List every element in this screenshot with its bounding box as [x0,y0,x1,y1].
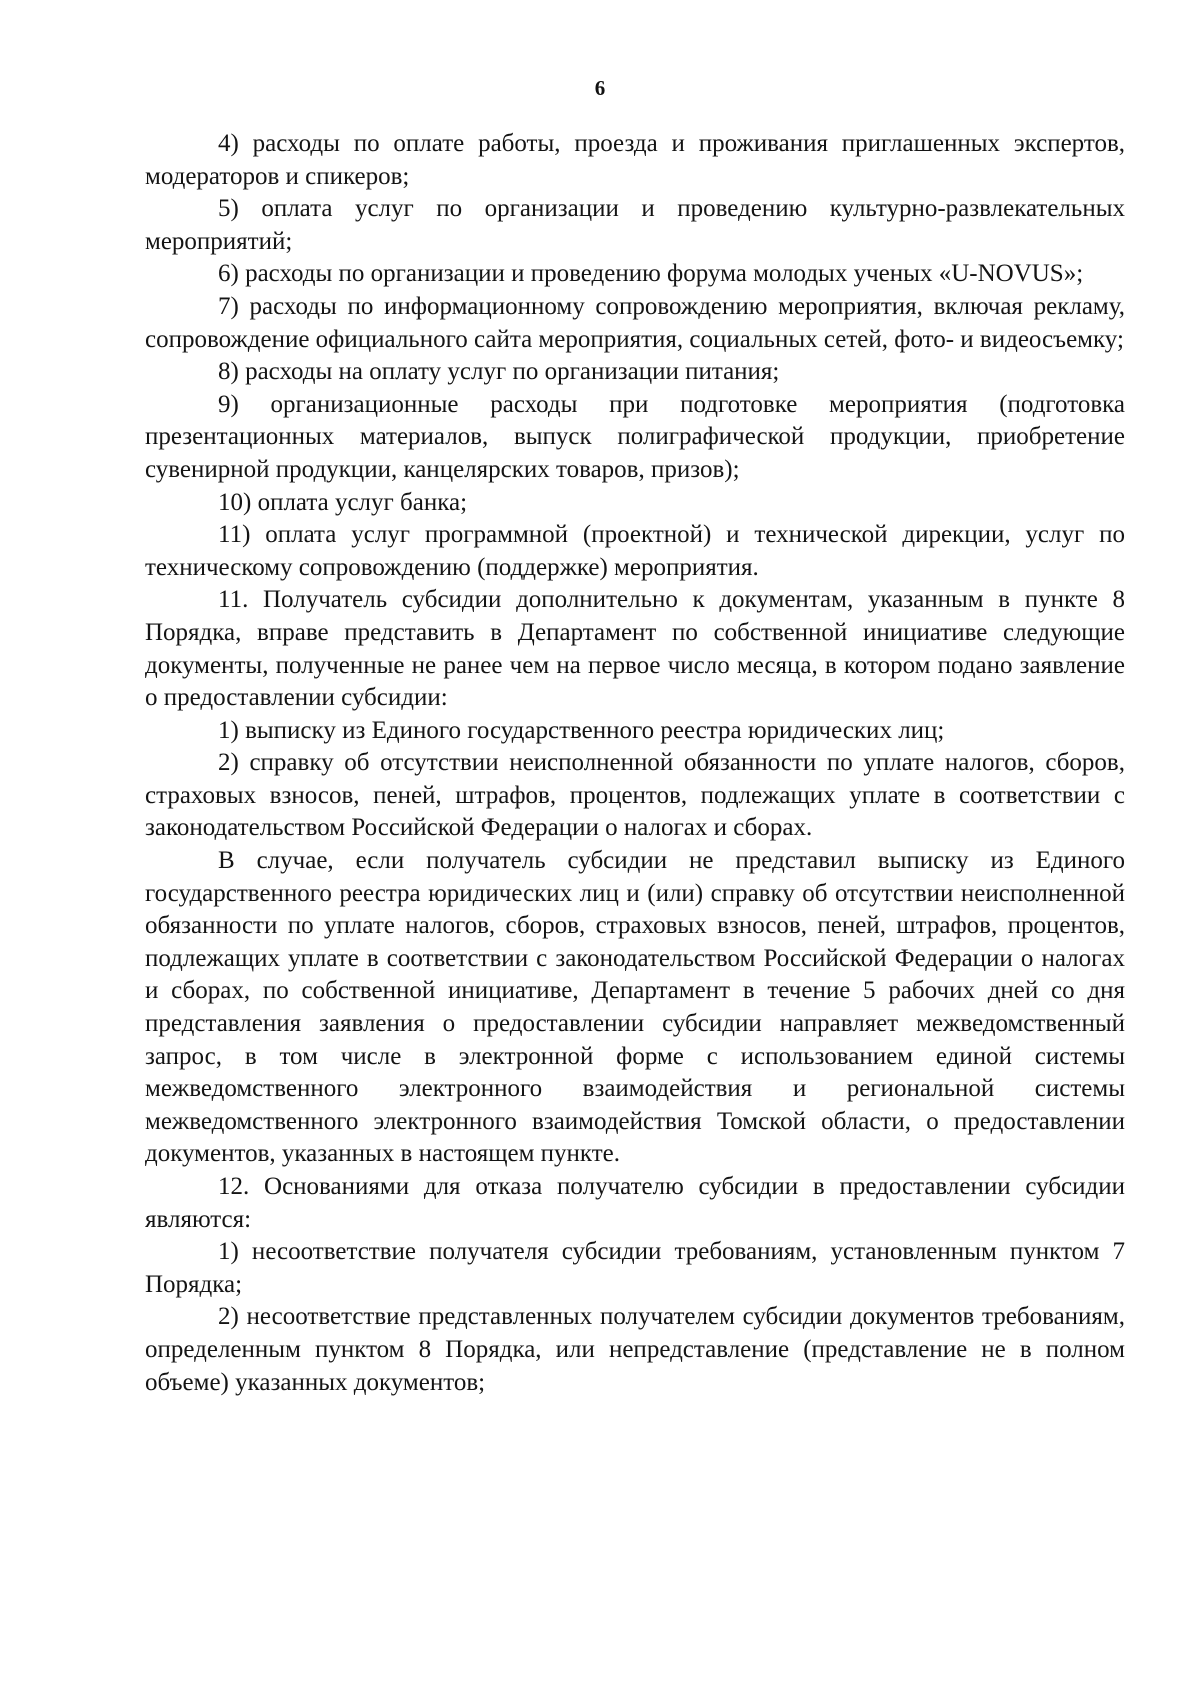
paragraph-expense-7: 7) расходы по информационному сопровождению мероприятия, включая рекламу, сопровождение официального сайта мероприятия, социальных сетей, фото- и видеосъемку; [145,292,1125,353]
paragraph-expense-5: 5) оплата услуг по организации и проведению культурно-развлекательных мероприятий; [145,195,1125,255]
paragraph-expense-4: 4) расходы по оплате работы, проезда и проживания приглашенных экспертов, модераторов и спикеров; [145,130,1125,190]
paragraph-clause-12-item-1: 1) несоответствие получателя субсидии требованиям, установленным пунктом 7 Порядка; [145,1238,1125,1298]
paragraph-clause-12: 12. Основаниями для отказа получателю субсидии в предоставлении субсидии являются: [145,1173,1125,1233]
page-number: 6 [594,76,606,100]
paragraph-clause-12-item-2: 2) несоответствие представленных получателем субсидии документов требованиям, определенным пунктом 8 Порядка, или непредставление (представление не в полном объеме) указанных документов; [145,1303,1125,1396]
paragraph-expense-9: 9) организационные расходы при подготовке мероприятия (подготовка презентационных материалов, выпуск полиграфической продукции, приобретение сувенирной продукции, канцелярских товаров, призов); [145,390,1125,483]
paragraph-expense-11: 11) оплата услуг программной (проектной) и технической дирекции, услуг по техническому сопровождению (поддержке) мероприятия. [145,521,1125,581]
paragraph-interagency-request: В случае, если получатель субсидии не представил выписку из Единого государственного реестра юридических лиц и (или) справку об отсутствии неисполненной обязанности по уплате налогов, сборов, страховых взносов, пеней, штрафов, процентов, подлежащих уплате в соответствии с законодательством Российской Федерации о налогах и сборах, по собственной инициативе, Департамент в течение 5 рабочих дней со дня представления заявления о предоставлении субсидии направляет межведомственный запрос, в том числе в электронной форме с использованием единой системы межведомственного электронного взаимодействия и региональной системы межведомственного электронного взаимодействия Томской области, о предоставлении документов, указанных в настоящем пункте. [145,847,1125,1168]
paragraph-expense-8: 8) расходы на оплату услуг по организации питания; [218,358,780,386]
paragraph-clause-11-item-2: 2) справку об отсутствии неисполненной обязанности по уплате налогов, сборов, страховых взносов, пеней, штрафов, процентов, подлежащих уплате в соответствии с законодательством Российской Федерации о налогах и сборах. [145,749,1125,842]
paragraph-clause-11: 11. Получатель субсидии дополнительно к документам, указанным в пункте 8 Порядка, вправе представить в Департамент по собственной инициативе следующие документы, полученные не ранее чем на первое число месяца, в котором подано заявление о предоставлении субсидии: [145,586,1125,712]
paragraph-expense-6: 6) расходы по организации и проведению форума молодых ученых «U-NOVUS»; [218,260,1084,288]
paragraph-clause-11-item-1: 1) выписку из Единого государственного реестра юридических лиц; [218,716,945,744]
document-body [145,128,1125,1399]
paragraph-expense-10: 10) оплата услуг банка; [218,488,468,516]
